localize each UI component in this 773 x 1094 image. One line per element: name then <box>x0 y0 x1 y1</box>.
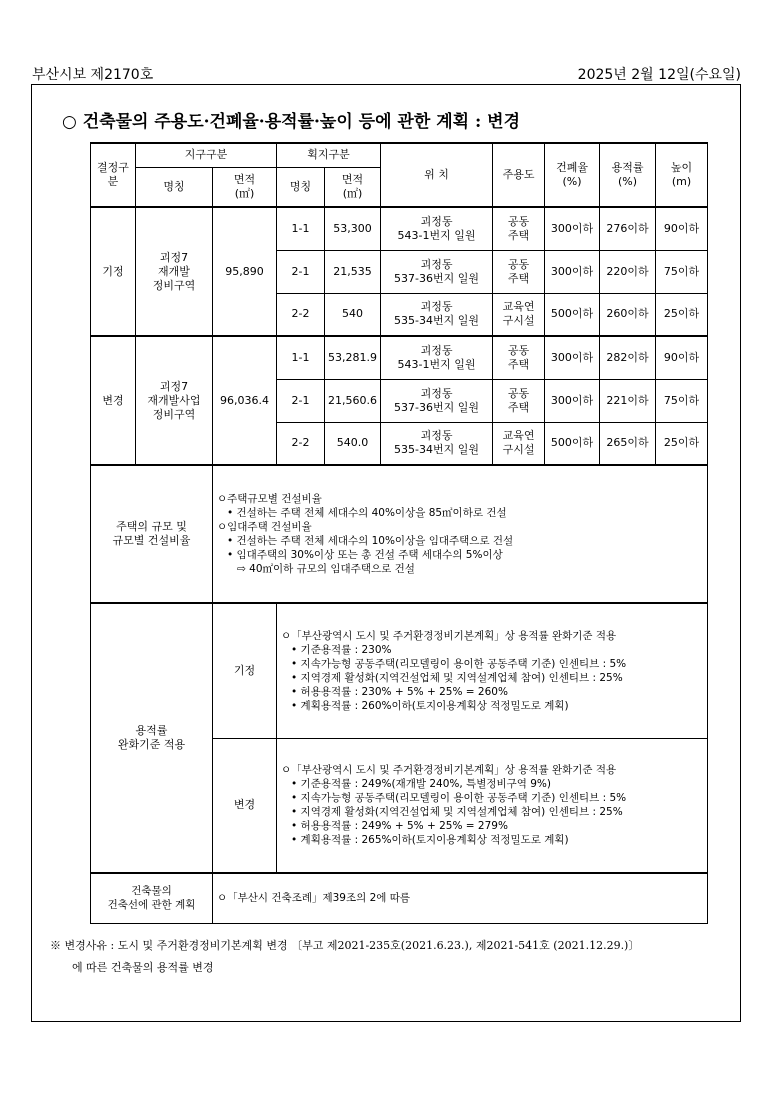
col-header-coverage: 건폐율 (%) <box>545 143 600 207</box>
col-header-district-name: 명칭 <box>136 167 213 207</box>
setback-label: 건축물의 건축선에 관한 계획 <box>91 873 213 923</box>
table-cell: 1-1 <box>277 207 325 250</box>
col-header-lot-name: 명칭 <box>277 167 325 207</box>
table-cell: 괴정동 537-36번지 일원 <box>381 250 493 293</box>
table-cell: 300이하 <box>545 207 600 250</box>
table-cell: 21,535 <box>325 250 381 293</box>
far-relax-existing-content <box>277 603 708 738</box>
note-line-2: 에 따른 건축물의 용적률 변경 <box>72 961 214 974</box>
housing-line: • 건설하는 주택 전체 세대수의 10%이상을 임대주택으로 건설 <box>227 535 514 547</box>
plan-table <box>90 142 708 924</box>
table-cell: 300이하 <box>545 336 600 379</box>
housing-line: ⇨ 40㎡이하 규모의 임대주택으로 건설 <box>237 563 415 575</box>
table-cell: 2-1 <box>277 250 325 293</box>
group-changed-gubun: 변경 <box>91 336 136 465</box>
table-cell: 공동 주택 <box>493 250 545 293</box>
table-cell: 공동 주택 <box>493 379 545 422</box>
group-existing-district-area: 95,890 <box>213 207 277 336</box>
col-header-height: 높이 (m) <box>656 143 708 207</box>
housing-line: ㅇ임대주택 건설비율 <box>217 521 312 533</box>
col-header-far: 용적률 (%) <box>600 143 656 207</box>
table-cell: 괴정동 543-1번지 일원 <box>381 207 493 250</box>
table-cell: 276이하 <box>600 207 656 250</box>
table-cell: 괴정동 535-34번지 일원 <box>381 422 493 465</box>
table-cell: 265이하 <box>600 422 656 465</box>
setback-line: ㅇ「부산시 건축조례」제39조의 2에 따름 <box>217 892 411 905</box>
far-line: • 기준용적률 : 230% <box>291 643 392 656</box>
far-line: ㅇ「부산광역시 도시 및 주거환경정비기본계획」상 용적률 완화기준 적용 <box>281 764 617 777</box>
far-line: • 계획용적률 : 260%이하(토지이용계획상 적정밀도로 계획) <box>291 699 569 712</box>
section-title: ○ 건축물의 주용도·건폐율·용적률·높이 등에 관한 계획 : 변경 <box>62 112 520 132</box>
table-cell: 90이하 <box>656 207 708 250</box>
table-cell: 260이하 <box>600 293 656 336</box>
gazette-issue: 부산시보 제2170호 <box>32 67 154 83</box>
table-cell: 220이하 <box>600 250 656 293</box>
housing-label: 주택의 규모 및 규모별 건설비율 <box>91 465 213 603</box>
table-cell: 1-1 <box>277 336 325 379</box>
table-cell: 90이하 <box>656 336 708 379</box>
far-relax-changed-label: 변경 <box>213 738 277 873</box>
change-reason-note <box>50 935 639 979</box>
col-header-lot-area: 면적 (㎡) <box>325 167 381 207</box>
far-relax-existing-label: 기정 <box>213 603 277 738</box>
far-line: • 지속가능형 공동주택(리모델링이 용이한 공동주택 기준) 인센티브 : 5% <box>291 657 627 670</box>
table-cell: 75이하 <box>656 250 708 293</box>
group-changed-district-name: 괴정7 재개발사업 정비구역 <box>136 336 213 465</box>
table-cell: 300이하 <box>545 250 600 293</box>
table-cell: 500이하 <box>545 293 600 336</box>
far-line: • 지역경제 활성화(지역건설업체 및 지역설계업체 참여) 인센티브 : 25% <box>291 806 623 819</box>
table-cell: 500이하 <box>545 422 600 465</box>
table-cell: 25이하 <box>656 293 708 336</box>
note-line-1: ※ 변경사유 : 도시 및 주거환경정비기본계획 변경 〔부고 제2021-235호(2021.6.23.), 제2021-541호 (2021.12.29.)〕 <box>50 939 640 952</box>
table-cell: 221이하 <box>600 379 656 422</box>
table-cell: 53,281.9 <box>325 336 381 379</box>
far-line: • 허용용적률 : 249% + 5% + 25% = 279% <box>291 820 508 833</box>
far-relax-label: 용적률 완화기준 적용 <box>91 603 213 873</box>
table-cell: 2-1 <box>277 379 325 422</box>
table-cell: 괴정동 543-1번지 일원 <box>381 336 493 379</box>
far-line: • 지속가능형 공동주택(리모델링이 용이한 공동주택 기준) 인센티브 : 5% <box>291 792 627 805</box>
col-header-district-area: 면적 (㎡) <box>213 167 277 207</box>
table-cell: 공동 주택 <box>493 207 545 250</box>
table-cell: 540.0 <box>325 422 381 465</box>
setback-content <box>213 873 708 923</box>
housing-line: • 건설하는 주택 전체 세대수의 40%이상을 85㎡이하로 건설 <box>227 507 507 519</box>
table-cell: 2-2 <box>277 293 325 336</box>
table-cell: 53,300 <box>325 207 381 250</box>
far-line: • 기준용적률 : 249%(재개발 240%, 특별정비구역 9%) <box>291 778 551 791</box>
col-header-gubun: 결정구분 <box>91 143 136 207</box>
far-line: • 허용용적률 : 230% + 5% + 25% = 260% <box>291 685 508 698</box>
group-existing-district-name: 괴정7 재개발 정비구역 <box>136 207 213 336</box>
group-changed-district-area: 96,036.4 <box>213 336 277 465</box>
far-line: • 지역경제 활성화(지역건설업체 및 지역설계업체 참여) 인센티브 : 25% <box>291 671 623 684</box>
table-cell: 괴정동 537-36번지 일원 <box>381 379 493 422</box>
col-header-lot: 획지구분 <box>277 143 381 167</box>
table-cell: 2-2 <box>277 422 325 465</box>
col-header-district: 지구구분 <box>136 143 277 167</box>
table-cell: 공동 주택 <box>493 336 545 379</box>
group-existing-gubun: 기정 <box>91 207 136 336</box>
table-cell: 25이하 <box>656 422 708 465</box>
table-cell: 75이하 <box>656 379 708 422</box>
housing-line: • 임대주택의 30%이상 또는 총 건설 주택 세대수의 5%이상 <box>227 549 503 561</box>
table-cell: 540 <box>325 293 381 336</box>
table-cell: 300이하 <box>545 379 600 422</box>
housing-content <box>213 465 708 603</box>
far-line: ㅇ「부산광역시 도시 및 주거환경정비기본계획」상 용적률 완화기준 적용 <box>281 629 617 642</box>
far-relax-changed-content <box>277 738 708 873</box>
table-cell: 282이하 <box>600 336 656 379</box>
gazette-date: 2025년 2월 12일(수요일) <box>577 67 741 83</box>
table-cell: 교육연 구시설 <box>493 422 545 465</box>
table-cell: 21,560.6 <box>325 379 381 422</box>
table-cell: 교육연 구시설 <box>493 293 545 336</box>
table-cell: 괴정동 535-34번지 일원 <box>381 293 493 336</box>
content-frame <box>31 84 741 1022</box>
col-header-location: 위 치 <box>381 143 493 207</box>
housing-line: ㅇ주택규모별 건설비율 <box>217 493 322 505</box>
far-line: • 계획용적률 : 265%이하(토지이용계획상 적정밀도로 계획) <box>291 834 569 847</box>
col-header-use: 주용도 <box>493 143 545 207</box>
